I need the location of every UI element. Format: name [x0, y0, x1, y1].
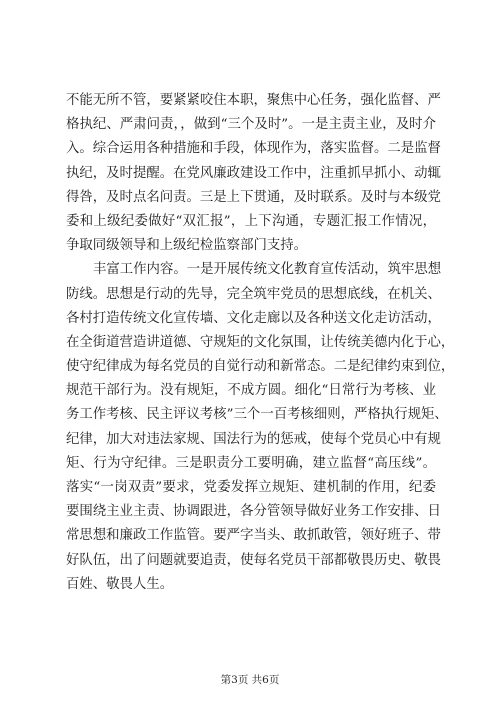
text-line: 矩、行为守纪律。三是职责分工要明确，建立监督“高压线”。	[66, 455, 436, 471]
text-line: 常思想和廉政工作监管。要严字当头、敢抓敢管，领好班子、带	[66, 528, 441, 544]
text-line: 格执纪、严肃问责，，做到“三个及时”。一是主责主业，及时介	[66, 117, 436, 133]
text-line: 各村打造传统文化宣传墙、文化走廊以及各种送文化走访活动，	[66, 310, 441, 326]
text-line: 不能无所不管，要紧紧咬住本职，聚焦中心任务，强化监督、严	[66, 93, 441, 108]
text-line: 使守纪律成为每名党员的自觉行动和新常态。二是纪律约束到位，	[66, 359, 455, 375]
paragraph-start-line: 丰富工作内容。一是开展传统文化教育宣传活动，筑牢思想	[93, 262, 442, 278]
text-line: 落实“一岗双责”要求，党委发挥立规矩、建机制的作用，纪委	[66, 480, 436, 495]
text-line: 入。综合运用各种措施和手段，体现作为，落实监督。二是监督	[66, 141, 441, 157]
text-line: 委和上级纪委做好“双汇报”，上下沟通，专题汇报工作情况，	[66, 213, 436, 229]
text-line: 得咎，及时点名问责。三是上下贯通，及时联系。及时与本级党	[66, 189, 441, 205]
text-line: 要围绕主业主责、协调跟进，各分管领导做好业务工作安排、日	[66, 504, 441, 520]
page-number-footer: 第3页 共6页	[220, 674, 280, 686]
text-line: 在全街道营造讲道德、守规矩的文化氛围，让传统美德内化于心，	[66, 334, 455, 350]
text-line: 好队伍，出了问题就要追责，使每名党员干部都敬畏历史、敬畏	[66, 552, 441, 568]
text-line: 务工作考核、民主评议考核”三个一百考核细则，严格执行规矩、	[66, 407, 448, 423]
body-text	[66, 89, 455, 597]
text-line: 纪律，加大对违法家规、国法行为的惩戒，使每个党员心中有规	[66, 431, 441, 447]
text-line: 规范干部行为。没有规矩，不成方圆。细化“日常行为考核、业	[66, 383, 436, 399]
text-line: 百姓、敬畏人生。	[66, 576, 174, 592]
text-line: 执纪，及时提醒。在党风廉政建设工作中，注重抓早抓小、动辄	[66, 165, 441, 181]
text-line: 防线。思想是行动的先导，完全筑牢党员的思想底线，在机关、	[66, 286, 441, 302]
text-line: 争取同级领导和上级纪检监察部门支持。	[66, 238, 308, 254]
